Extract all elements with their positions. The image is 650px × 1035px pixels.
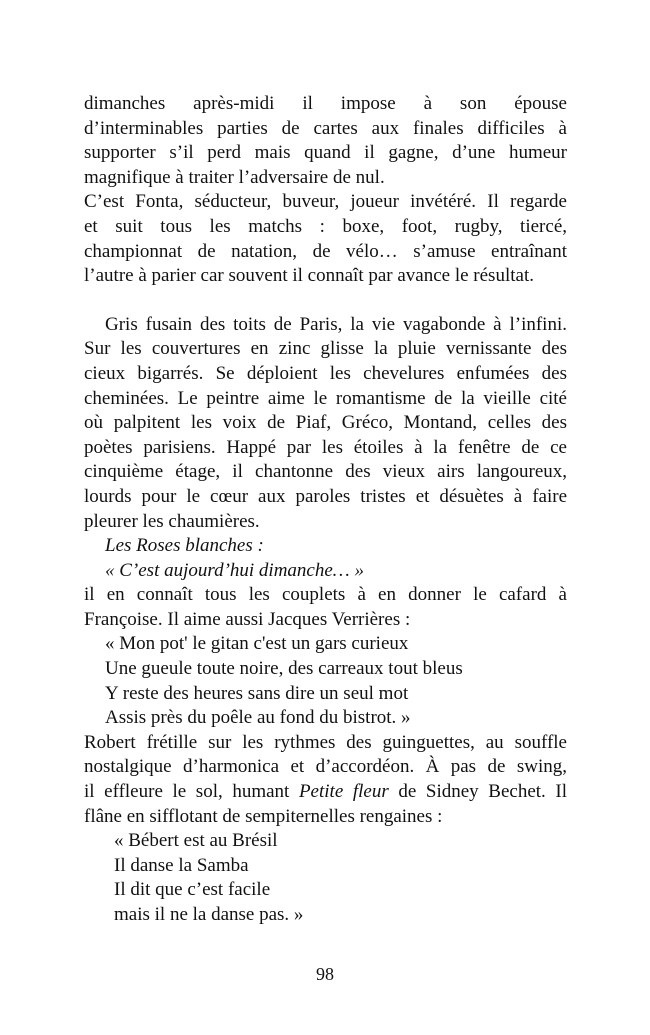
text-line: Gris fusain des toits de Paris, la vie vagabonde à l’infini. (105, 313, 567, 335)
text-line: magnifique à traiter l’adversaire de nul. (84, 166, 385, 188)
page-number: 98 (316, 964, 334, 984)
lyric-line: Il dit que c’est facile (114, 879, 271, 901)
text-line: C’est Fonta, séducteur, buveur, joueur invétéré. Il regarde (84, 191, 567, 213)
text-line: dimanches après-midi il impose à son épouse (84, 93, 567, 114)
text-line: cheminées. Le peintre aime le romantisme de la vieille cité (84, 387, 567, 409)
text-line: poètes parisiens. Happé par les étoiles à la fenêtre de ce (84, 436, 567, 458)
text-line: Sur les couvertures en zinc glisse la pluie vernissante des (84, 338, 567, 360)
paragraph-gap (84, 289, 567, 313)
text-line: championnat de natation, de vélo… s’amuse entraînant (84, 240, 567, 262)
text-line: lourds pour le cœur aux paroles tristes et désuètes à faire (84, 485, 567, 507)
text-fragment: il effleure le sol, humant (84, 781, 299, 803)
text-line: nostalgique d’harmonica et d’accordéon. À pas de swing, (84, 756, 567, 778)
text-line: supporter s’il perd mais quand il gagne, d’une humeur (84, 142, 567, 164)
song-title-inline: Petite fleur (298, 781, 389, 803)
text-line: et suit tous les matchs : boxe, foot, rugby, tiercé, (84, 215, 567, 237)
text-line-with-title (84, 780, 567, 805)
text-line: Françoise. Il aime aussi Jacques Verrières : (84, 608, 411, 630)
text-line: il en connaît tous les couplets à en donner le cafard à (84, 584, 567, 606)
lyric-line: Y reste des heures sans dire un seul mot (105, 682, 409, 704)
song-title-line: Les Roses blanches : (105, 535, 264, 557)
lyric-line: Assis près du poêle au fond du bistrot. » (105, 707, 411, 729)
text-line: cieux bigarrés. Se déploient les chevelures enfumées des (84, 362, 567, 384)
text-line: où palpitent les voix de Piaf, Gréco, Montand, celles des (84, 412, 567, 434)
text-line: cinquième étage, il chantonne des vieux airs langoureux, (84, 461, 567, 483)
lyric-line: « Bébert est au Brésil (114, 830, 278, 852)
lyric-line: Il danse la Samba (114, 854, 249, 876)
lyric-line: « Mon pot' le gitan c'est un gars curieux (105, 633, 409, 655)
text-line: d’interminables parties de cartes aux finales difficiles à (84, 117, 567, 139)
text-line: l’autre à parier car souvent il connaît par avance le résultat. (84, 265, 534, 287)
lyric-line: mais il ne la danse pas. » (114, 904, 304, 925)
text-line: pleurer les chaumières. (84, 510, 260, 532)
text-fragment: de Sidney Bechet. Il (388, 781, 567, 803)
page-body (84, 92, 567, 928)
text-line: flâne en sifflotant de sempiternelles rengaines : (84, 805, 443, 827)
lyric-line: Une gueule toute noire, des carreaux tout bleus (105, 658, 463, 680)
text-line: Robert frétille sur les rythmes des guinguettes, au souffle (84, 731, 567, 753)
song-quote-line: « C’est aujourd’hui dimanche… » (105, 559, 364, 581)
